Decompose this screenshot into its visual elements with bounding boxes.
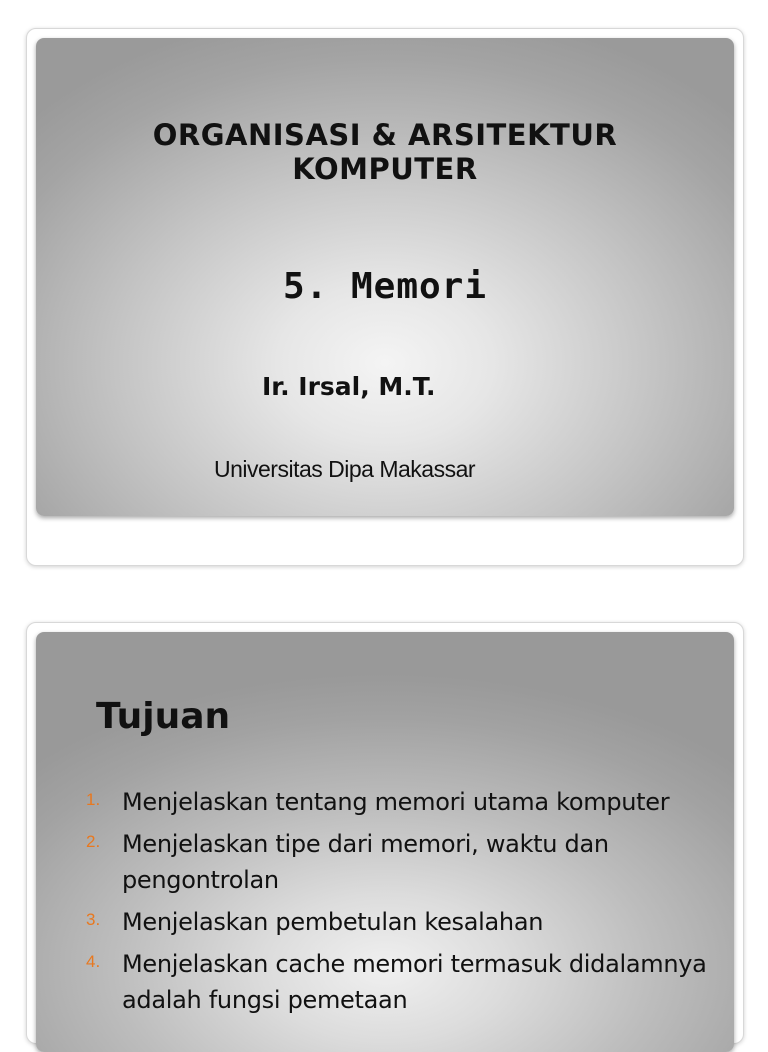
- list-text: Menjelaskan pembetulan kesalahan: [122, 908, 544, 936]
- title-line-2: KOMPUTER: [292, 152, 478, 186]
- slide-heading: Tujuan: [96, 696, 231, 737]
- slide-1: [36, 38, 734, 516]
- list-item: [86, 904, 726, 940]
- list-text: Menjelaskan tentang memori utama komputer: [122, 788, 670, 816]
- list-number: 3.: [86, 910, 101, 929]
- objectives-list: [86, 784, 726, 1024]
- slide-subtitle: 5. Memori: [282, 266, 488, 307]
- slide-2: [36, 632, 734, 1052]
- author-name: Ir. Irsal, M.T.: [262, 372, 436, 401]
- list-number: 2.: [86, 832, 101, 851]
- list-number: 1.: [86, 790, 101, 809]
- list-item: [86, 946, 726, 1018]
- list-number: 4.: [86, 952, 101, 971]
- slide-card-2: [26, 622, 744, 1044]
- title-line-1: ORGANISASI & ARSITEKTUR: [152, 118, 618, 152]
- list-item: [86, 784, 726, 820]
- list-text: Menjelaskan cache memori termasuk didalamnya adalah fungsi pemetaan: [122, 950, 707, 1014]
- slide-card-1: [26, 28, 744, 566]
- institution-name: Universitas Dipa Makassar: [214, 456, 476, 482]
- list-text: Menjelaskan tipe dari memori, waktu dan pengontrolan: [122, 830, 609, 894]
- list-item: [86, 826, 726, 898]
- slide-title: [36, 118, 734, 186]
